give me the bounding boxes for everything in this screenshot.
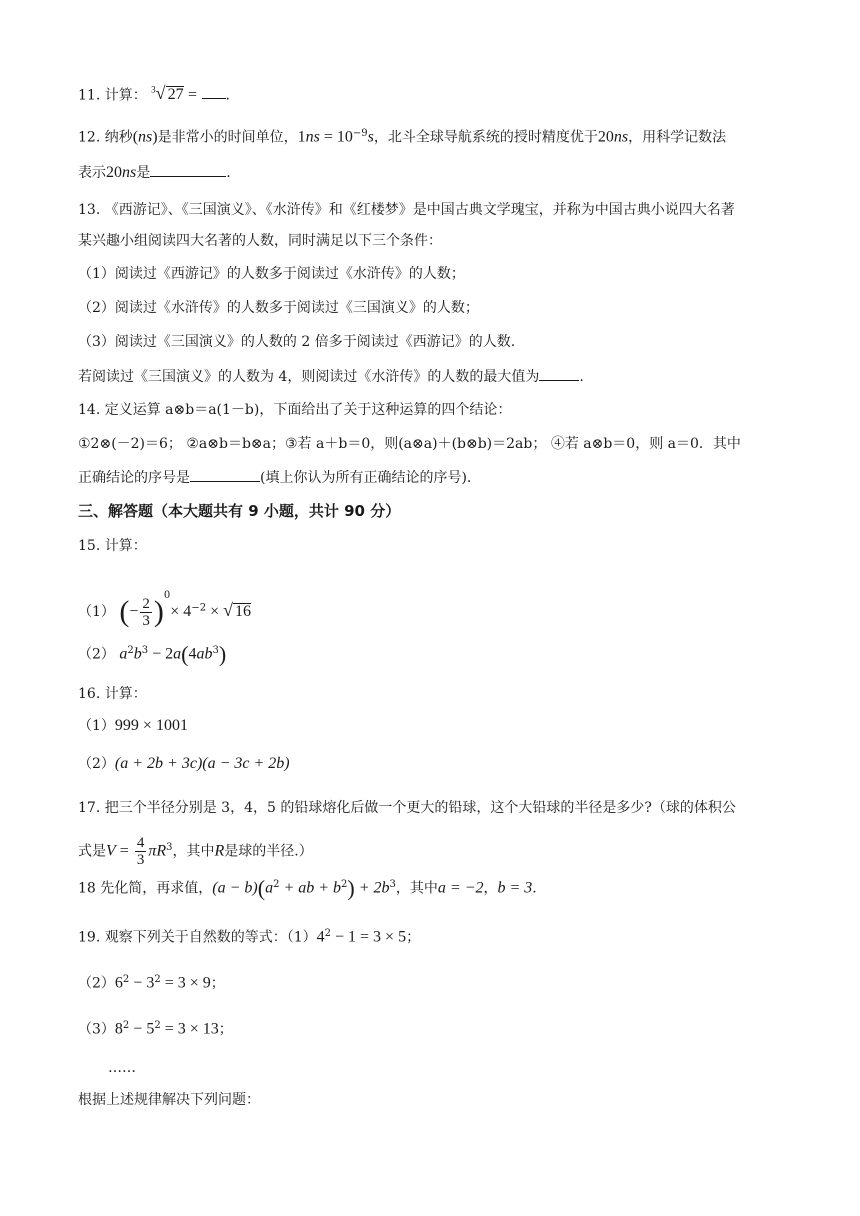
question-19-line1: 19. 观察下列关于自然数的等式：$(1)4^2 - 1 = 3 \times 5$； [78,928,421,946]
question-14-line1: 14. 定义运算 a⊗b＝a(1－b)，下面给出了关于这种运算的四个结论： [78,402,512,418]
q12-text-a: 纳秒 [104,129,133,146]
question-18: 18 先化简，再求值，$(a - b)(a^2$ + ab + $b^2) + 2b^3$，其中a = −2，b = 3. [78,875,537,901]
q18-number: 18 [78,880,96,897]
question-13-condition-3: （3）阅读过《三国演义》的人数的 2 倍多于阅读过《西游记》的人数. [78,334,516,350]
q12-answer-blank [150,162,226,177]
question-14-line2: ①2⊗(－2)＝6； ②a⊗b＝b⊗a；③若 a＋b＝0，则(a⊗a)＋(b⊗b)＝2ab； ④若 a⊗b＝0，则 a＝0．其中 [78,436,741,452]
q15-fraction: $\frac{2}{3}$ [142,595,150,629]
question-16-part1: （1）999 × 1001 [78,717,188,734]
question-17-line2: 式是V = $\frac{4}{3}$ $\pi R^3$，其中R是球的半径.） [78,835,313,869]
q13-answer-blank [539,366,579,381]
question-11: 11. 计算： $^3$√ 27 = . [78,83,230,104]
q11-text: 计算： [104,87,147,104]
q12-text-b: 是非常小的时间单位， [157,129,298,146]
q15-sqrt: 16 [234,603,251,620]
question-17-line1: 17. 把三个半径分别是 3，4，5 的铅球熔化后做一个更大的铅球，这个大铅球的半径是多少?（球的体积公 [78,800,736,816]
question-15-part1: （1） (− $\frac{2}{3}$ )$^0\times 4^{-2}$ × √ 16 [78,590,251,629]
q11-cube-root: $^3$√ 27 [151,83,184,104]
question-19-eq3: $(3)8^2 - 5^2 = 3 \times 13$； [78,1020,233,1038]
question-19-last: 根据上述规律解决下列问题： [78,1092,260,1108]
q12-text-d: ，用科学记数法 [628,129,727,146]
question-12-line2: 表示20ns是 . [78,164,231,181]
section-3-heading: 三、解答题（本大题共有 9 小题，共计 90 分） [78,502,401,520]
question-15-title: 15. 计算： [78,538,147,554]
question-14-line3: 正确结论的序号是 (填上你认为所有正确结论的序号). [78,467,471,488]
question-13-condition-1: （1）阅读过《西游记》的人数多于阅读过《水浒传》的人数； [78,266,465,282]
q12-number: 12. [78,129,101,146]
q12-text-c: ，北斗全球导航系统的授时精度优于 [373,129,598,146]
question-13-line1: 13. 《西游记》、《三国演义》、《水浒传》和《红楼梦》是中国古典文学瑰宝，并称为中国古典小说四大名著 [78,202,735,218]
question-19-eq2: $(2)6^2 - 3^2 = 3 \times 9$； [78,974,225,992]
q11-equals: = [188,86,198,104]
q11-answer-blank [202,84,226,99]
question-19-ellipsis: …… [108,1060,136,1076]
q17-fraction: $\frac{4}{3}$ [136,835,145,869]
question-16-part2: （2）(a + 2b + 3c)(a − 3c + 2b) [78,755,290,772]
question-13-line2: 某兴趣小组阅读四大名著的人数，同时满足以下三个条件： [78,233,442,249]
question-16-title: 16. 计算： [78,686,147,702]
q12-ns: ns [138,128,153,146]
question-12: 12. 纳秒(ns)是非常小的时间单位，$1ns = 10^{-9}s$，北斗全球导航系统的授时精度优于20ns，用科学记数法 [78,128,727,146]
q14-answer-blank [190,467,260,482]
question-15-part2: （2） $a^2b^3 - 2a(4ab^3)$ [78,641,227,667]
question-13-ask: 若阅读过《三国演义》的人数为 4，则阅读过《水浒传》的人数的最大值为 . [78,366,584,387]
q11-number: 11. [78,87,101,104]
question-13-condition-2: （2）阅读过《水浒传》的人数多于阅读过《三国演义》的人数； [78,300,479,316]
